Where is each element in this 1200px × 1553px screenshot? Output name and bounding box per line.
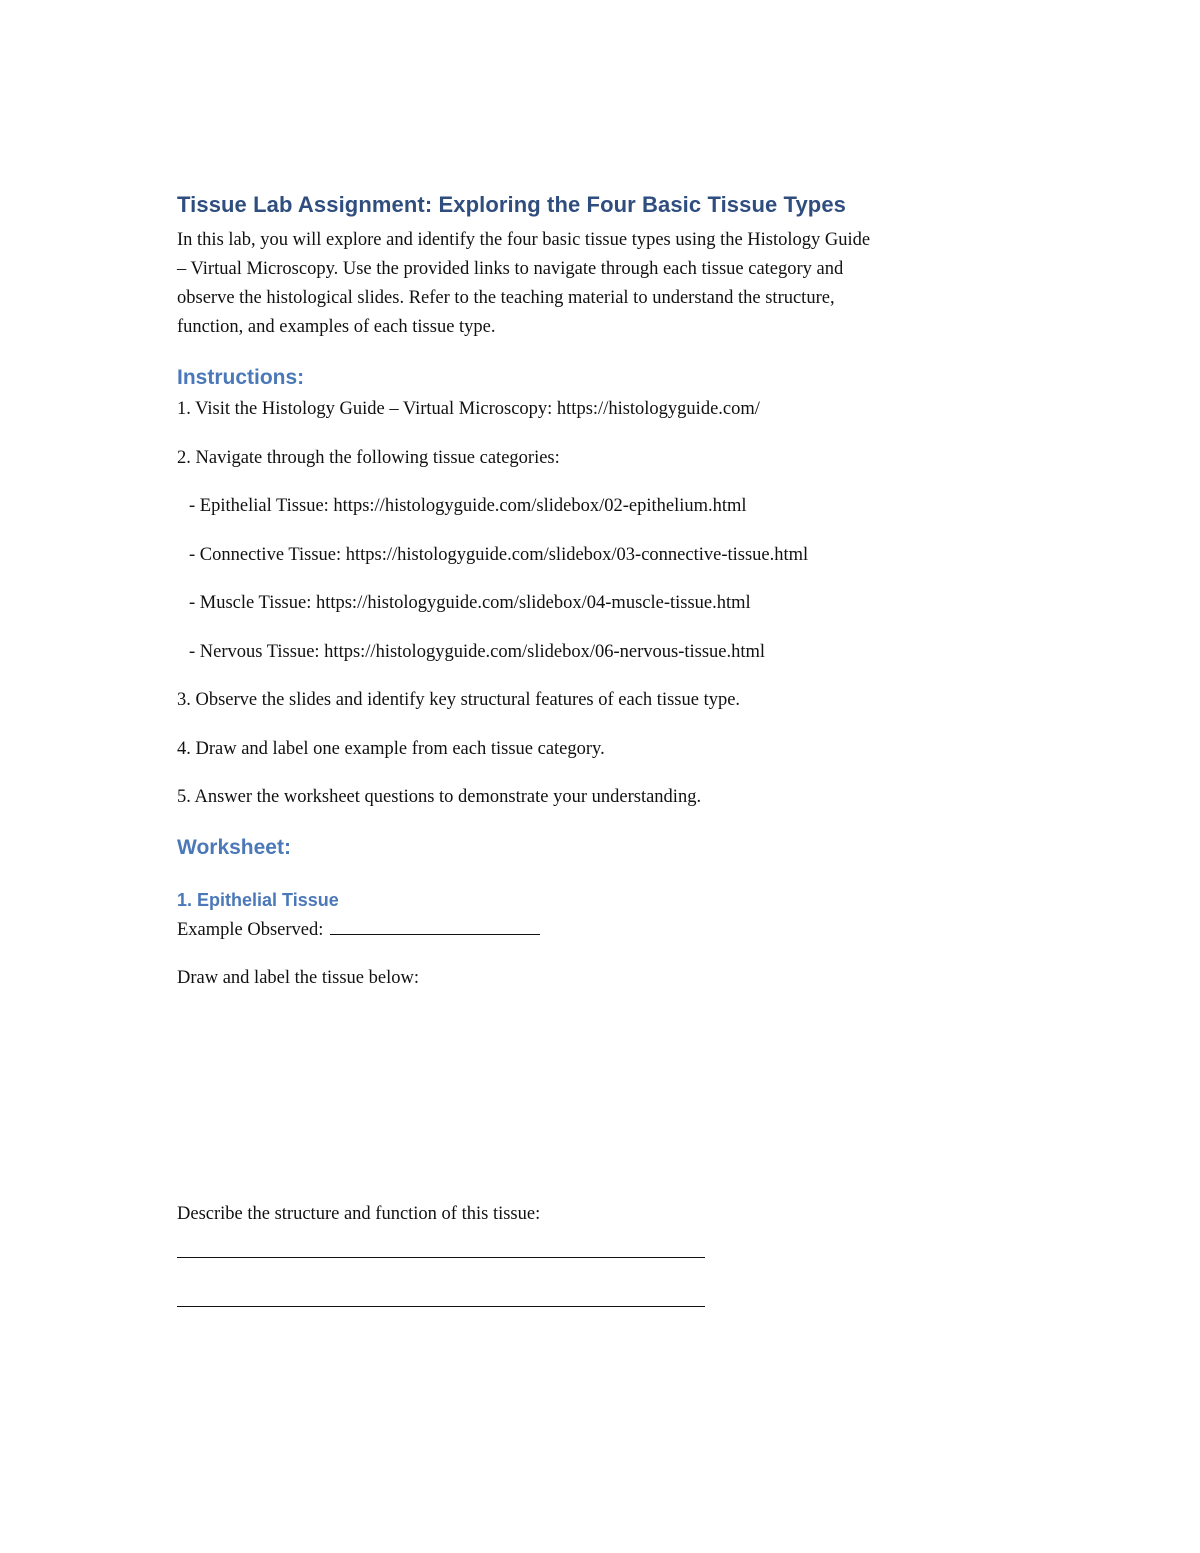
intro-line: – Virtual Microscopy. Use the provided links to navigate through each tissue category and — [177, 259, 844, 279]
instruction-step-4: 4. Draw and label one example from each tissue category. — [177, 738, 605, 759]
example-observed-blank[interactable] — [330, 916, 540, 935]
instructions-heading: Instructions: — [177, 366, 305, 389]
worksheet-heading: Worksheet: — [177, 836, 291, 859]
example-observed-label: Example Observed: — [177, 920, 329, 940]
describe-label: Describe the structure and function of this tissue: — [177, 1204, 541, 1224]
draw-label: Draw and label the tissue below: — [177, 968, 419, 988]
example-observed-row — [177, 916, 1037, 943]
answer-line[interactable] — [177, 1257, 705, 1258]
category-epithelial: - Epithelial Tissue: https://histologyguide.com/slidebox/02-epithelium.html — [189, 496, 747, 516]
answer-line[interactable] — [177, 1306, 705, 1307]
intro-line: function, and examples of each tissue type. — [177, 317, 496, 337]
document-body — [177, 190, 1037, 1307]
category-muscle: - Muscle Tissue: https://histologyguide.com/slidebox/04-muscle-tissue.html — [189, 593, 751, 613]
category-nervous: - Nervous Tissue: https://histologyguide.com/slidebox/06-nervous-tissue.html — [189, 641, 766, 662]
instruction-step-1: 1. Visit the Histology Guide – Virtual Microscopy: https://histologyguide.com/ — [177, 399, 760, 419]
intro-line: observe the histological slides. Refer to the teaching material to understand the structure, — [177, 288, 835, 308]
drawing-area[interactable] — [177, 991, 937, 1201]
epithelial-section-heading: 1. Epithelial Tissue — [177, 890, 339, 910]
instruction-step-5: 5. Answer the worksheet questions to demonstrate your understanding. — [177, 787, 702, 807]
instruction-step-2: 2. Navigate through the following tissue categories: — [177, 447, 560, 468]
intro-paragraph — [177, 226, 1037, 342]
intro-line: In this lab, you will explore and identify the four basic tissue types using the Histology Guide — [177, 230, 871, 250]
instruction-step-3: 3. Observe the slides and identify key structural features of each tissue type. — [177, 690, 741, 710]
page-title: Tissue Lab Assignment: Exploring the Four Basic Tissue Types — [177, 192, 847, 217]
category-connective: - Connective Tissue: https://histologyguide.com/slidebox/03-connective-tissue.html — [189, 544, 809, 565]
